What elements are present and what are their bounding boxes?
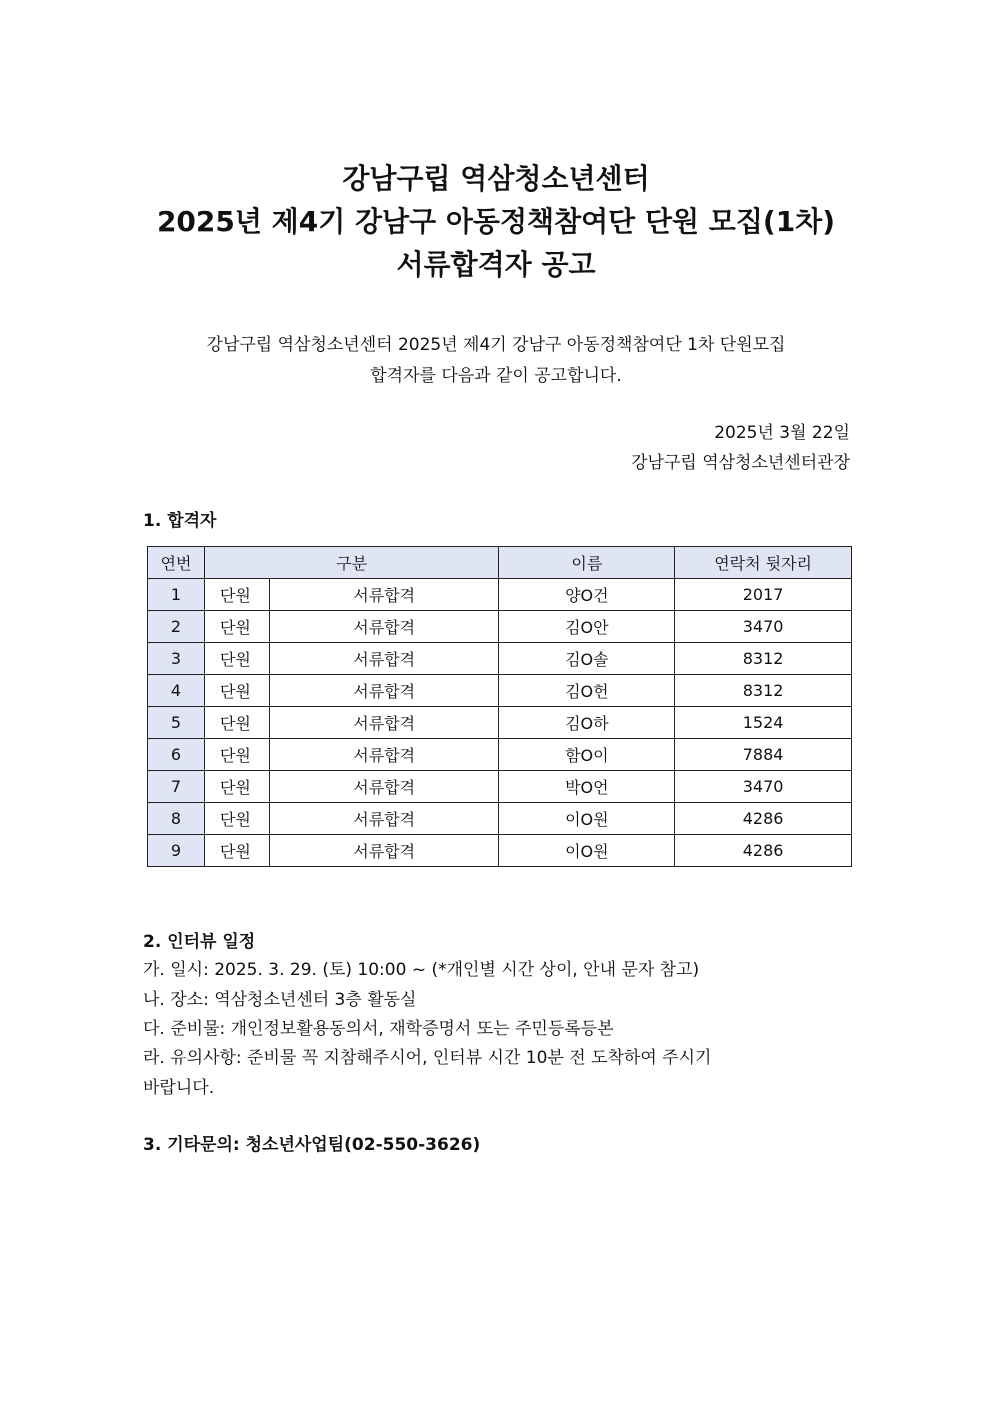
schedule-location: 나. 장소: 역삼청소년센터 3층 활동실 bbox=[143, 990, 417, 1010]
cell-number: 4 bbox=[148, 675, 205, 707]
cell-contact: 7884 bbox=[675, 739, 852, 771]
cell-name: 김O솔 bbox=[499, 643, 675, 675]
cell-contact: 4286 bbox=[675, 803, 852, 835]
table-row bbox=[148, 739, 852, 771]
schedule-notes-continued: 바랍니다. bbox=[143, 1078, 215, 1098]
cell-contact: 8312 bbox=[675, 675, 852, 707]
table-row bbox=[148, 579, 852, 611]
cell-status: 서류합격 bbox=[269, 707, 499, 739]
section-1-title: 1. 합격자 bbox=[143, 511, 217, 531]
section-2-title: 2. 인터뷰 일정 bbox=[143, 932, 256, 952]
cell-type: 단원 bbox=[204, 835, 269, 867]
cell-number: 8 bbox=[148, 803, 205, 835]
cell-contact: 4286 bbox=[675, 835, 852, 867]
cell-status: 서류합격 bbox=[269, 611, 499, 643]
cell-contact: 3470 bbox=[675, 611, 852, 643]
cell-status: 서류합격 bbox=[269, 579, 499, 611]
cell-name: 김O헌 bbox=[499, 675, 675, 707]
cell-name: 김O하 bbox=[499, 707, 675, 739]
cell-name: 이O원 bbox=[499, 835, 675, 867]
table-row bbox=[148, 707, 852, 739]
cell-contact: 8312 bbox=[675, 643, 852, 675]
cell-type: 단원 bbox=[204, 579, 269, 611]
cell-type: 단원 bbox=[204, 803, 269, 835]
page-title-line-2: 2025년 제4기 강남구 아동정책참여단 단원 모집(1차) bbox=[156, 205, 836, 238]
intro-line-1: 강남구립 역삼청소년센터 2025년 제4기 강남구 아동정책참여단 1차 단원모집 bbox=[206, 335, 786, 355]
intro-line-2: 합격자를 다음과 같이 공고합니다. bbox=[370, 366, 622, 386]
cell-type: 단원 bbox=[204, 771, 269, 803]
cell-status: 서류합격 bbox=[269, 675, 499, 707]
cell-name: 이O원 bbox=[499, 803, 675, 835]
header-name: 이름 bbox=[499, 547, 675, 579]
cell-status: 서류합격 bbox=[269, 739, 499, 771]
cell-number: 5 bbox=[148, 707, 205, 739]
cell-type: 단원 bbox=[204, 643, 269, 675]
cell-contact: 2017 bbox=[675, 579, 852, 611]
header-number: 연번 bbox=[148, 547, 205, 579]
section-3-inquiry: 3. 기타문의: 청소년사업팀(02-550-3626) bbox=[143, 1135, 481, 1155]
page-title-line-1: 강남구립 역삼청소년센터 bbox=[342, 162, 650, 195]
issuer-name: 강남구립 역삼청소년센터관장 bbox=[631, 453, 850, 473]
cell-number: 7 bbox=[148, 771, 205, 803]
header-category: 구분 bbox=[204, 547, 499, 579]
cell-type: 단원 bbox=[204, 707, 269, 739]
cell-status: 서류합격 bbox=[269, 771, 499, 803]
results-table bbox=[147, 546, 852, 867]
cell-number: 9 bbox=[148, 835, 205, 867]
cell-status: 서류합격 bbox=[269, 835, 499, 867]
cell-name: 김O안 bbox=[499, 611, 675, 643]
cell-number: 6 bbox=[148, 739, 205, 771]
cell-name: 양O건 bbox=[499, 579, 675, 611]
header-contact: 연락처 뒷자리 bbox=[675, 547, 852, 579]
schedule-datetime: 가. 일시: 2025. 3. 29. (토) 10:00 ~ (*개인별 시간 상이, 안내 문자 참고) bbox=[143, 960, 700, 980]
table-row bbox=[148, 643, 852, 675]
announcement-date: 2025년 3월 22일 bbox=[714, 423, 850, 443]
schedule-notes: 라. 유의사항: 준비물 꼭 지참해주시어, 인터뷰 시간 10분 전 도착하여 주시기 bbox=[143, 1048, 712, 1068]
table-row bbox=[148, 611, 852, 643]
cell-type: 단원 bbox=[204, 739, 269, 771]
page-title-line-3: 서류합격자 공고 bbox=[396, 248, 596, 281]
table-row bbox=[148, 675, 852, 707]
cell-contact: 1524 bbox=[675, 707, 852, 739]
cell-name: 박O언 bbox=[499, 771, 675, 803]
table-row bbox=[148, 835, 852, 867]
cell-type: 단원 bbox=[204, 675, 269, 707]
cell-number: 1 bbox=[148, 579, 205, 611]
schedule-materials: 다. 준비물: 개인정보활용동의서, 재학증명서 또는 주민등록등본 bbox=[143, 1019, 614, 1039]
cell-name: 함O이 bbox=[499, 739, 675, 771]
table-header-row bbox=[148, 547, 852, 579]
cell-status: 서류합격 bbox=[269, 643, 499, 675]
cell-type: 단원 bbox=[204, 611, 269, 643]
table-row bbox=[148, 771, 852, 803]
cell-contact: 3470 bbox=[675, 771, 852, 803]
cell-number: 2 bbox=[148, 611, 205, 643]
cell-status: 서류합격 bbox=[269, 803, 499, 835]
cell-number: 3 bbox=[148, 643, 205, 675]
table-row bbox=[148, 803, 852, 835]
